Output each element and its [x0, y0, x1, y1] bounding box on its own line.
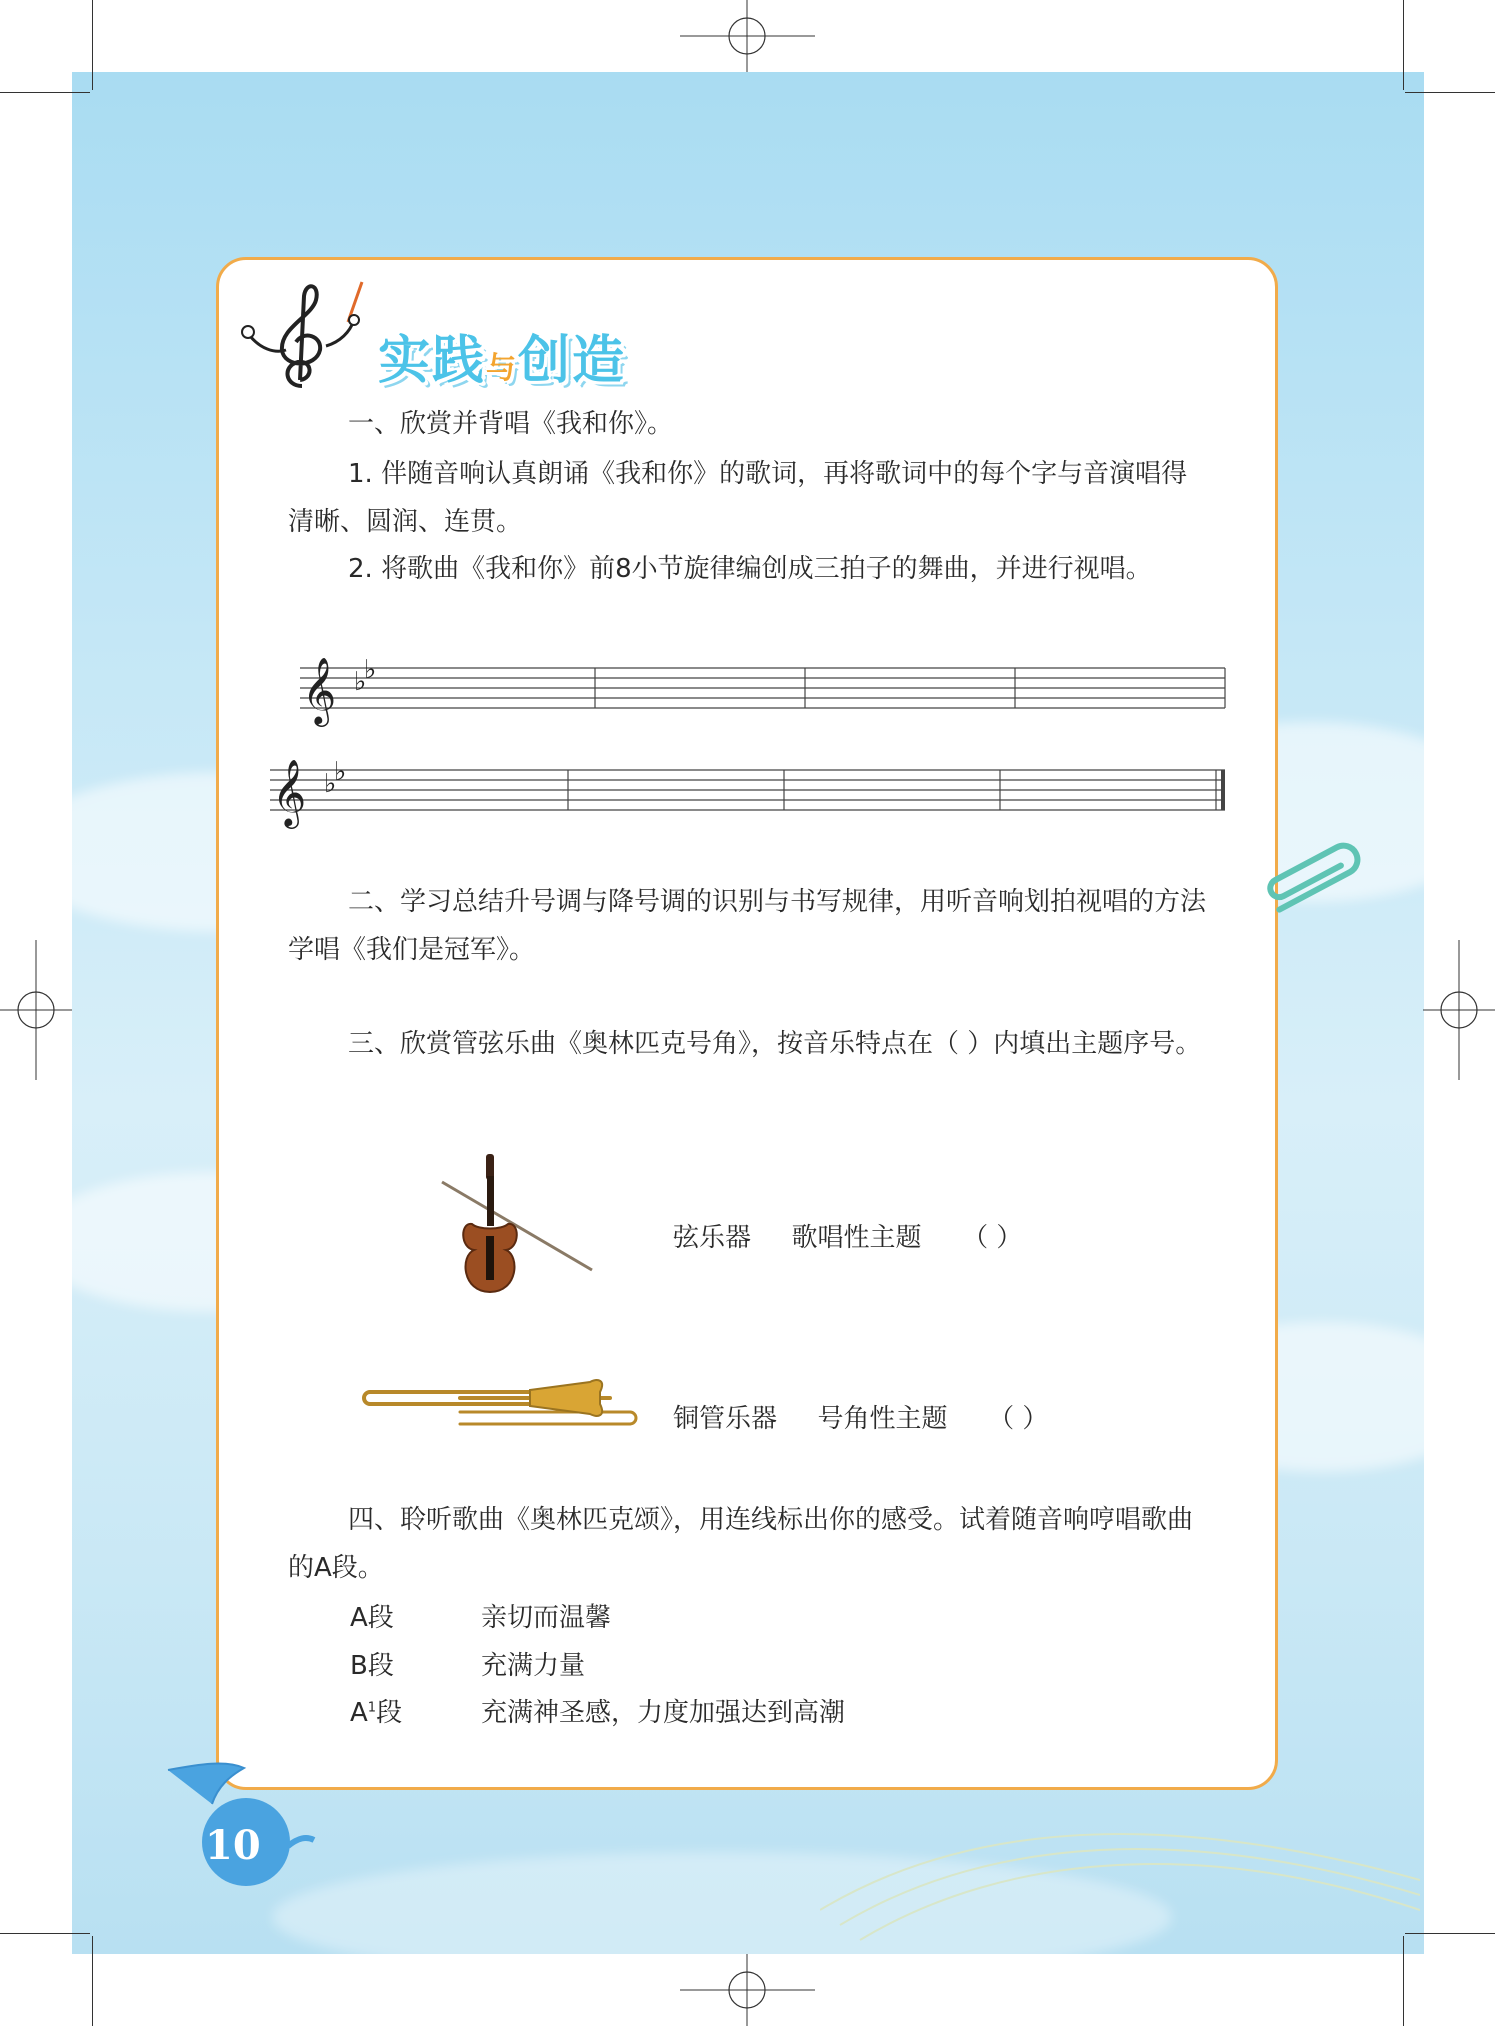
section4-text: 四、聆听歌曲《奥林匹克颂》，用连线标出你的感受。试着随音响哼唱歌曲的A段。: [288, 1505, 1194, 1583]
paper-clip-icon: [1248, 830, 1378, 925]
section1-heading: 一、欣赏并背唱《我和你》。: [348, 409, 674, 439]
music-staves: [270, 648, 1230, 848]
brass-theme-blank[interactable]: （ ）: [988, 1404, 1049, 1434]
match-right-1[interactable]: 亲切而温馨: [481, 1603, 612, 1633]
section2-text: 二、学习总结升号调与降号调的识别与书写规律，用听音响划拍视唱的方法学唱《我们是冠军》。: [288, 887, 1207, 965]
match-left-a1[interactable]: $A^1$段: [350, 1698, 403, 1728]
match-left-a[interactable]: A段: [350, 1603, 394, 1633]
brass-row: [673, 1398, 1048, 1435]
registration-mark-top: [680, 0, 815, 72]
section-title: 实践与创造: [378, 331, 627, 391]
svg-text:𝄞: 𝄞: [272, 758, 307, 826]
page-number: 10: [205, 1822, 261, 1869]
strings-theme: 歌唱性主题: [791, 1223, 922, 1253]
svg-text:♭: ♭: [354, 667, 367, 697]
staff-1: [300, 668, 1225, 708]
match-right-2[interactable]: 充满力量: [481, 1651, 586, 1681]
svg-text:♭: ♭: [334, 757, 347, 787]
violin-icon: [432, 1152, 602, 1302]
svg-text:♭: ♭: [364, 655, 377, 685]
strings-theme-blank[interactable]: （ ）: [962, 1223, 1023, 1253]
staff-2: [270, 770, 1225, 810]
brass-theme: 号角性主题: [817, 1404, 948, 1434]
section1-item1: 1. 伴随音响认真朗诵《我和你》的歌词，再将歌词中的每个字与音演唱得清晰、圆润、连贯。: [288, 459, 1188, 537]
section3-text: 三、欣赏管弦乐曲《奥林匹克号角》，按音乐特点在（ ）内填出主题序号。: [348, 1029, 1202, 1059]
conductor-clef-icon: [240, 276, 370, 396]
section1-item2: 2. 将歌曲《我和你》前8小节旋律编创成三拍子的舞曲，并进行视唱。: [348, 554, 1152, 584]
svg-text:𝄞: 𝄞: [302, 656, 337, 724]
music-wave-decoration: [820, 1790, 1420, 1950]
registration-mark-left: [0, 940, 72, 1080]
trombone-icon: [360, 1368, 650, 1438]
match-left-b[interactable]: B段: [350, 1651, 394, 1681]
strings-row: [673, 1217, 1022, 1254]
strings-instrument: 弦乐器: [673, 1223, 752, 1253]
registration-mark-bottom: [680, 1954, 815, 2026]
svg-text:♭: ♭: [324, 769, 337, 799]
match-right-3[interactable]: 充满神圣感，力度加强达到高潮: [481, 1698, 846, 1728]
brass-instrument: 铜管乐器: [673, 1404, 778, 1434]
registration-mark-right: [1423, 940, 1495, 1080]
